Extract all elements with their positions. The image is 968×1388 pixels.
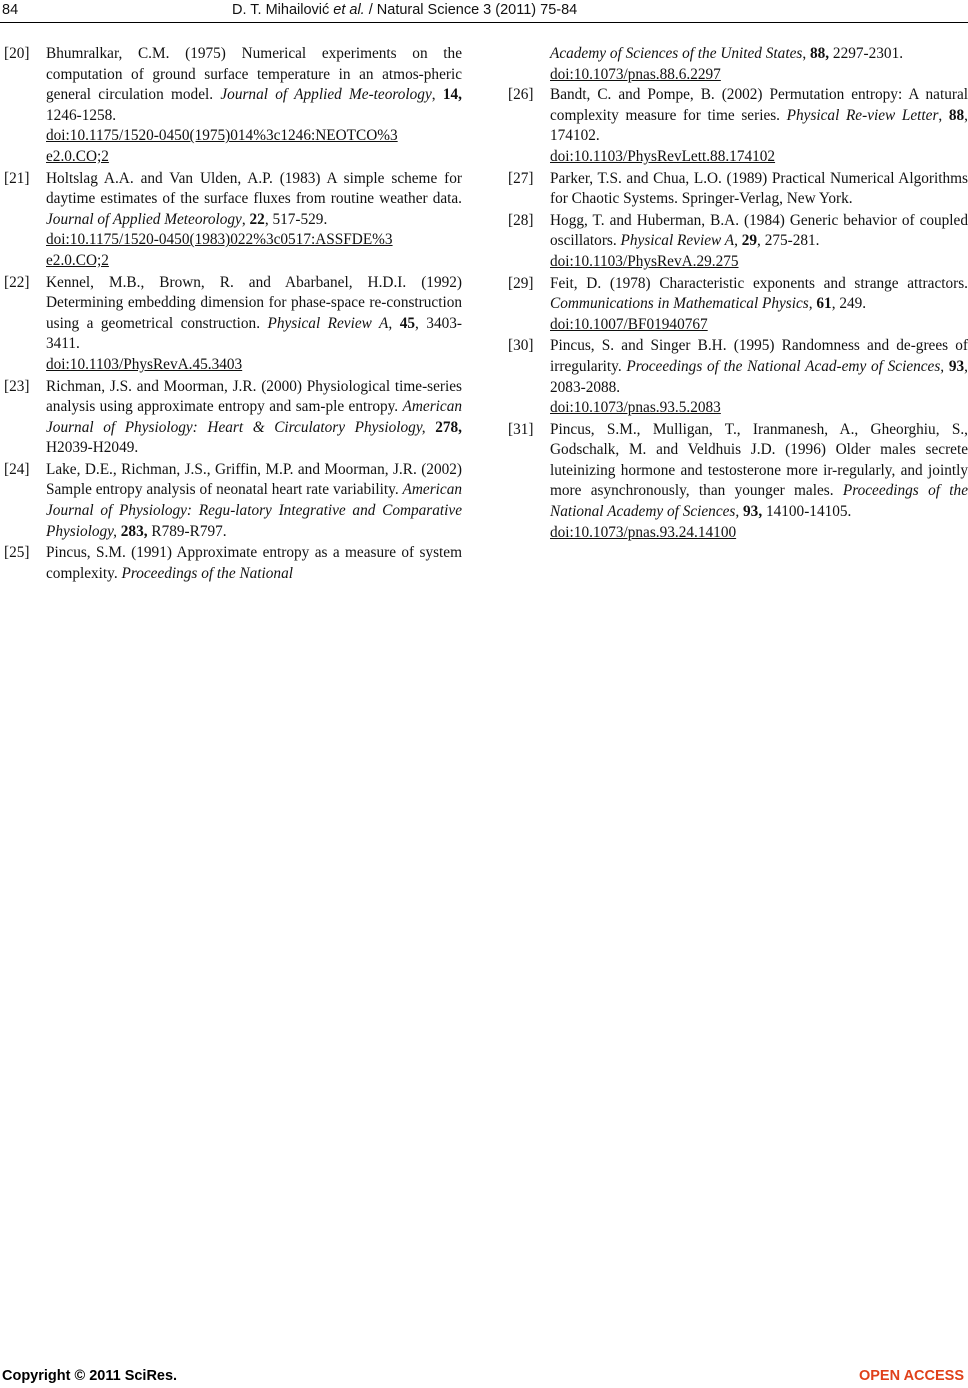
reference-number: [22]	[4, 273, 30, 291]
reference-body	[550, 169, 968, 210]
reference-text-segment: Pincus, S.M., Mulligan, T., Iranmanesh, A., Gheorghiu, S., Godschalk, M. and Veldhuis J.D. (1996) Older males secrete luteinizing hormone and testosterone more ir-regularly, and jointly more asynchronously, than younger males.	[550, 420, 968, 500]
reference-text-segment: Physical Re-view Letter	[786, 106, 939, 124]
doi-link[interactable]: doi:10.1073/pnas.88.6.2297	[550, 65, 721, 83]
doi-link[interactable]: doi:10.1103/PhysRevA.45.3403	[46, 355, 243, 373]
reference-text-segment: Physical Review A,	[267, 314, 393, 332]
reference-body	[550, 85, 968, 167]
reference-text-segment: ,	[431, 86, 443, 104]
reference-text-segment: Pincus, S. and Singer B.H. (1995) Randomness and de-grees of irregularity.	[550, 337, 968, 375]
reference-text-segment: Proceedings of the National Academy of Sciences,	[550, 482, 968, 521]
reference-text-segment: ,	[802, 45, 810, 62]
reference-text-segment: R789-R797.	[147, 522, 227, 540]
reference-text-segment	[392, 315, 399, 332]
reference-text-segment: 93	[948, 357, 965, 375]
reference-number: [23]	[4, 377, 30, 395]
reference-number: [28]	[508, 211, 534, 229]
reference-text-segment: 283,	[120, 522, 148, 540]
reference-entry	[508, 211, 968, 273]
reference-text-segment: Proceedings of the National	[121, 564, 293, 582]
reference-entry	[4, 543, 462, 584]
doi-link[interactable]: doi:10.1175/1520-0450(1975)014%3c1246:NEOTCO%3	[46, 127, 398, 145]
reference-text-segment: , 275-281.	[757, 232, 820, 250]
reference-number: [29]	[508, 274, 534, 292]
reference-entry	[508, 169, 968, 210]
right-reference-list	[508, 85, 968, 543]
reference-text-segment: 29	[741, 232, 758, 250]
reference-text-segment: Academy of Sciences of the United States	[550, 45, 803, 62]
reference-text-segment: 93,	[743, 503, 763, 521]
reference-number: [26]	[508, 86, 534, 104]
reference-text-segment: ,	[938, 106, 949, 124]
reference-body	[550, 336, 968, 418]
reference-text-segment: 14,	[442, 86, 462, 104]
right-reference-column	[508, 44, 968, 543]
reference-text-segment: H2039-H2049.	[46, 439, 139, 457]
reference-text-segment: Lake, D.E., Richman, J.S., Griffin, M.P. and Moorman, J.R. (2002) Sample entropy analysis of neonatal heart rate variability.	[46, 460, 462, 499]
reference-entry	[4, 377, 462, 459]
running-header	[0, 0, 968, 23]
reference-text-segment: , 174102.	[550, 106, 968, 145]
reference-text-segment: , 517-529.	[264, 210, 328, 228]
reference-text-segment: Feit, D. (1978) Characteristic exponents and strange attractors.	[550, 274, 968, 292]
reference-text-segment: Journal of Applied Me-teorology	[220, 86, 432, 104]
reference-text-segment: Holtslag A.A. and Van Ulden, A.P. (1983) A simple scheme for daytime estimates of the surface fluxes from routine weather data.	[46, 169, 462, 208]
reference-text-segment: Communications in Mathematical Physics,	[550, 295, 813, 313]
reference-text-segment	[426, 419, 436, 436]
reference-text-segment: 61	[816, 295, 832, 313]
doi-link[interactable]: e2.0.CO;2	[46, 147, 109, 165]
page-footer	[0, 1366, 968, 1388]
reference-text-segment: ,	[241, 210, 250, 228]
reference-text-segment: Journal of Applied Meteorology	[46, 210, 242, 228]
reference-body	[550, 420, 968, 544]
reference-body	[550, 274, 968, 336]
running-title: D. T. Mihailović et al. / Natural Science 3 (2011) 75-84	[232, 2, 578, 18]
reference-number: [27]	[508, 169, 534, 187]
reference-text-segment: Hogg, T. and Huberman, B.A. (1984) Generic behavior of coupled oscillators.	[550, 211, 968, 250]
doi-link[interactable]: doi:10.1073/pnas.93.24.14100	[550, 523, 737, 541]
reference-text-segment: 22	[249, 210, 265, 228]
reference-body	[46, 44, 462, 168]
reference-entry	[508, 420, 968, 544]
reference-text-segment: 88	[948, 106, 965, 124]
reference-text-segment: American Journal of Physiology: Heart & Circulatory Physiology,	[46, 398, 462, 436]
reference-body	[46, 543, 462, 584]
reference-entry	[4, 169, 462, 272]
reference-text-segment: Proceedings of the National Acad-emy of Sciences,	[626, 357, 945, 375]
reference-body	[550, 211, 968, 273]
doi-link[interactable]: doi:10.1007/BF01940767	[550, 315, 708, 333]
reference-text-segment: 1246-1258.	[46, 106, 117, 124]
page-number: 84	[2, 2, 19, 18]
reference-text-segment: 278,	[435, 418, 462, 436]
doi-link[interactable]: e2.0.CO;2	[46, 251, 109, 269]
reference-text-segment: Kennel, M.B., Brown, R. and Abarbanel, H.D.I. (1992) Determining embedding dimension for phase-space re-construction using a geometrical construction.	[46, 273, 462, 332]
reference-text-segment: Bandt, C. and Pompe, B. (2002) Permutation entropy: A natural complexity measure for time series.	[550, 86, 968, 124]
reference-text-segment: Pincus, S.M. (1991) Approximate entropy as a measure of system complexity.	[46, 544, 462, 582]
reference-text-segment: Bhumralkar, C.M. (1975) Numerical experiments on the computation of ground surface temperature in an atmos-pheric general circulation model.	[46, 45, 462, 104]
reference-text-segment: , 249.	[831, 295, 867, 313]
open-access-label: OPEN ACCESS	[858, 1368, 964, 1384]
reference-number: [25]	[4, 544, 30, 562]
doi-link[interactable]: doi:10.1103/PhysRevLett.88.174102	[550, 147, 776, 165]
reference-text-segment: 2297-2301.	[829, 45, 904, 62]
copyright-notice: Copyright © 2011 SciRes.	[2, 1368, 178, 1384]
reference-entry	[4, 460, 462, 542]
doi-link[interactable]: doi:10.1103/PhysRevA.29.275	[550, 252, 739, 270]
left-reference-column	[4, 44, 462, 584]
reference-body	[46, 273, 462, 376]
reference-text-segment: Parker, T.S. and Chua, L.O. (1989) Practical Numerical Algorithms for Chaotic Systems. Springer-Verlag, New York.	[550, 169, 968, 208]
reference-text-segment: American Journal of Physiology: Regu-latory Integrative and Comparative Physiology,	[46, 481, 462, 540]
reference-body	[46, 460, 462, 542]
reference-entry	[508, 85, 968, 167]
reference-text-segment: , 2083-2088.	[550, 357, 968, 396]
reference-body	[46, 169, 462, 272]
reference-entry	[4, 273, 462, 376]
reference-number: [24]	[4, 460, 30, 478]
reference-text-segment: Richman, J.S. and Moorman, J.R. (2000) Physiological time-series analysis using approximate entropy and sam-ple entropy.	[46, 377, 462, 416]
reference-number: [30]	[508, 337, 534, 355]
reference-25-continuation	[508, 44, 968, 85]
reference-number: [21]	[4, 169, 30, 187]
reference-entry	[4, 44, 462, 168]
reference-text-segment: 88,	[809, 45, 830, 62]
reference-text-segment: 45	[399, 314, 415, 332]
reference-number: [20]	[4, 45, 30, 62]
reference-entry	[508, 274, 968, 336]
reference-entry	[508, 336, 968, 418]
reference-text-segment: Physical Review A,	[620, 232, 738, 250]
reference-number: [31]	[508, 420, 534, 438]
reference-text-segment: , 3403-3411.	[46, 314, 462, 353]
doi-link[interactable]: doi:10.1175/1520-0450(1983)022%3c0517:ASSFDE%3	[46, 231, 393, 249]
doi-link[interactable]: doi:10.1073/pnas.93.5.2083	[550, 399, 721, 417]
reference-body	[46, 377, 462, 459]
reference-text-segment: 14100-14105.	[762, 503, 852, 521]
